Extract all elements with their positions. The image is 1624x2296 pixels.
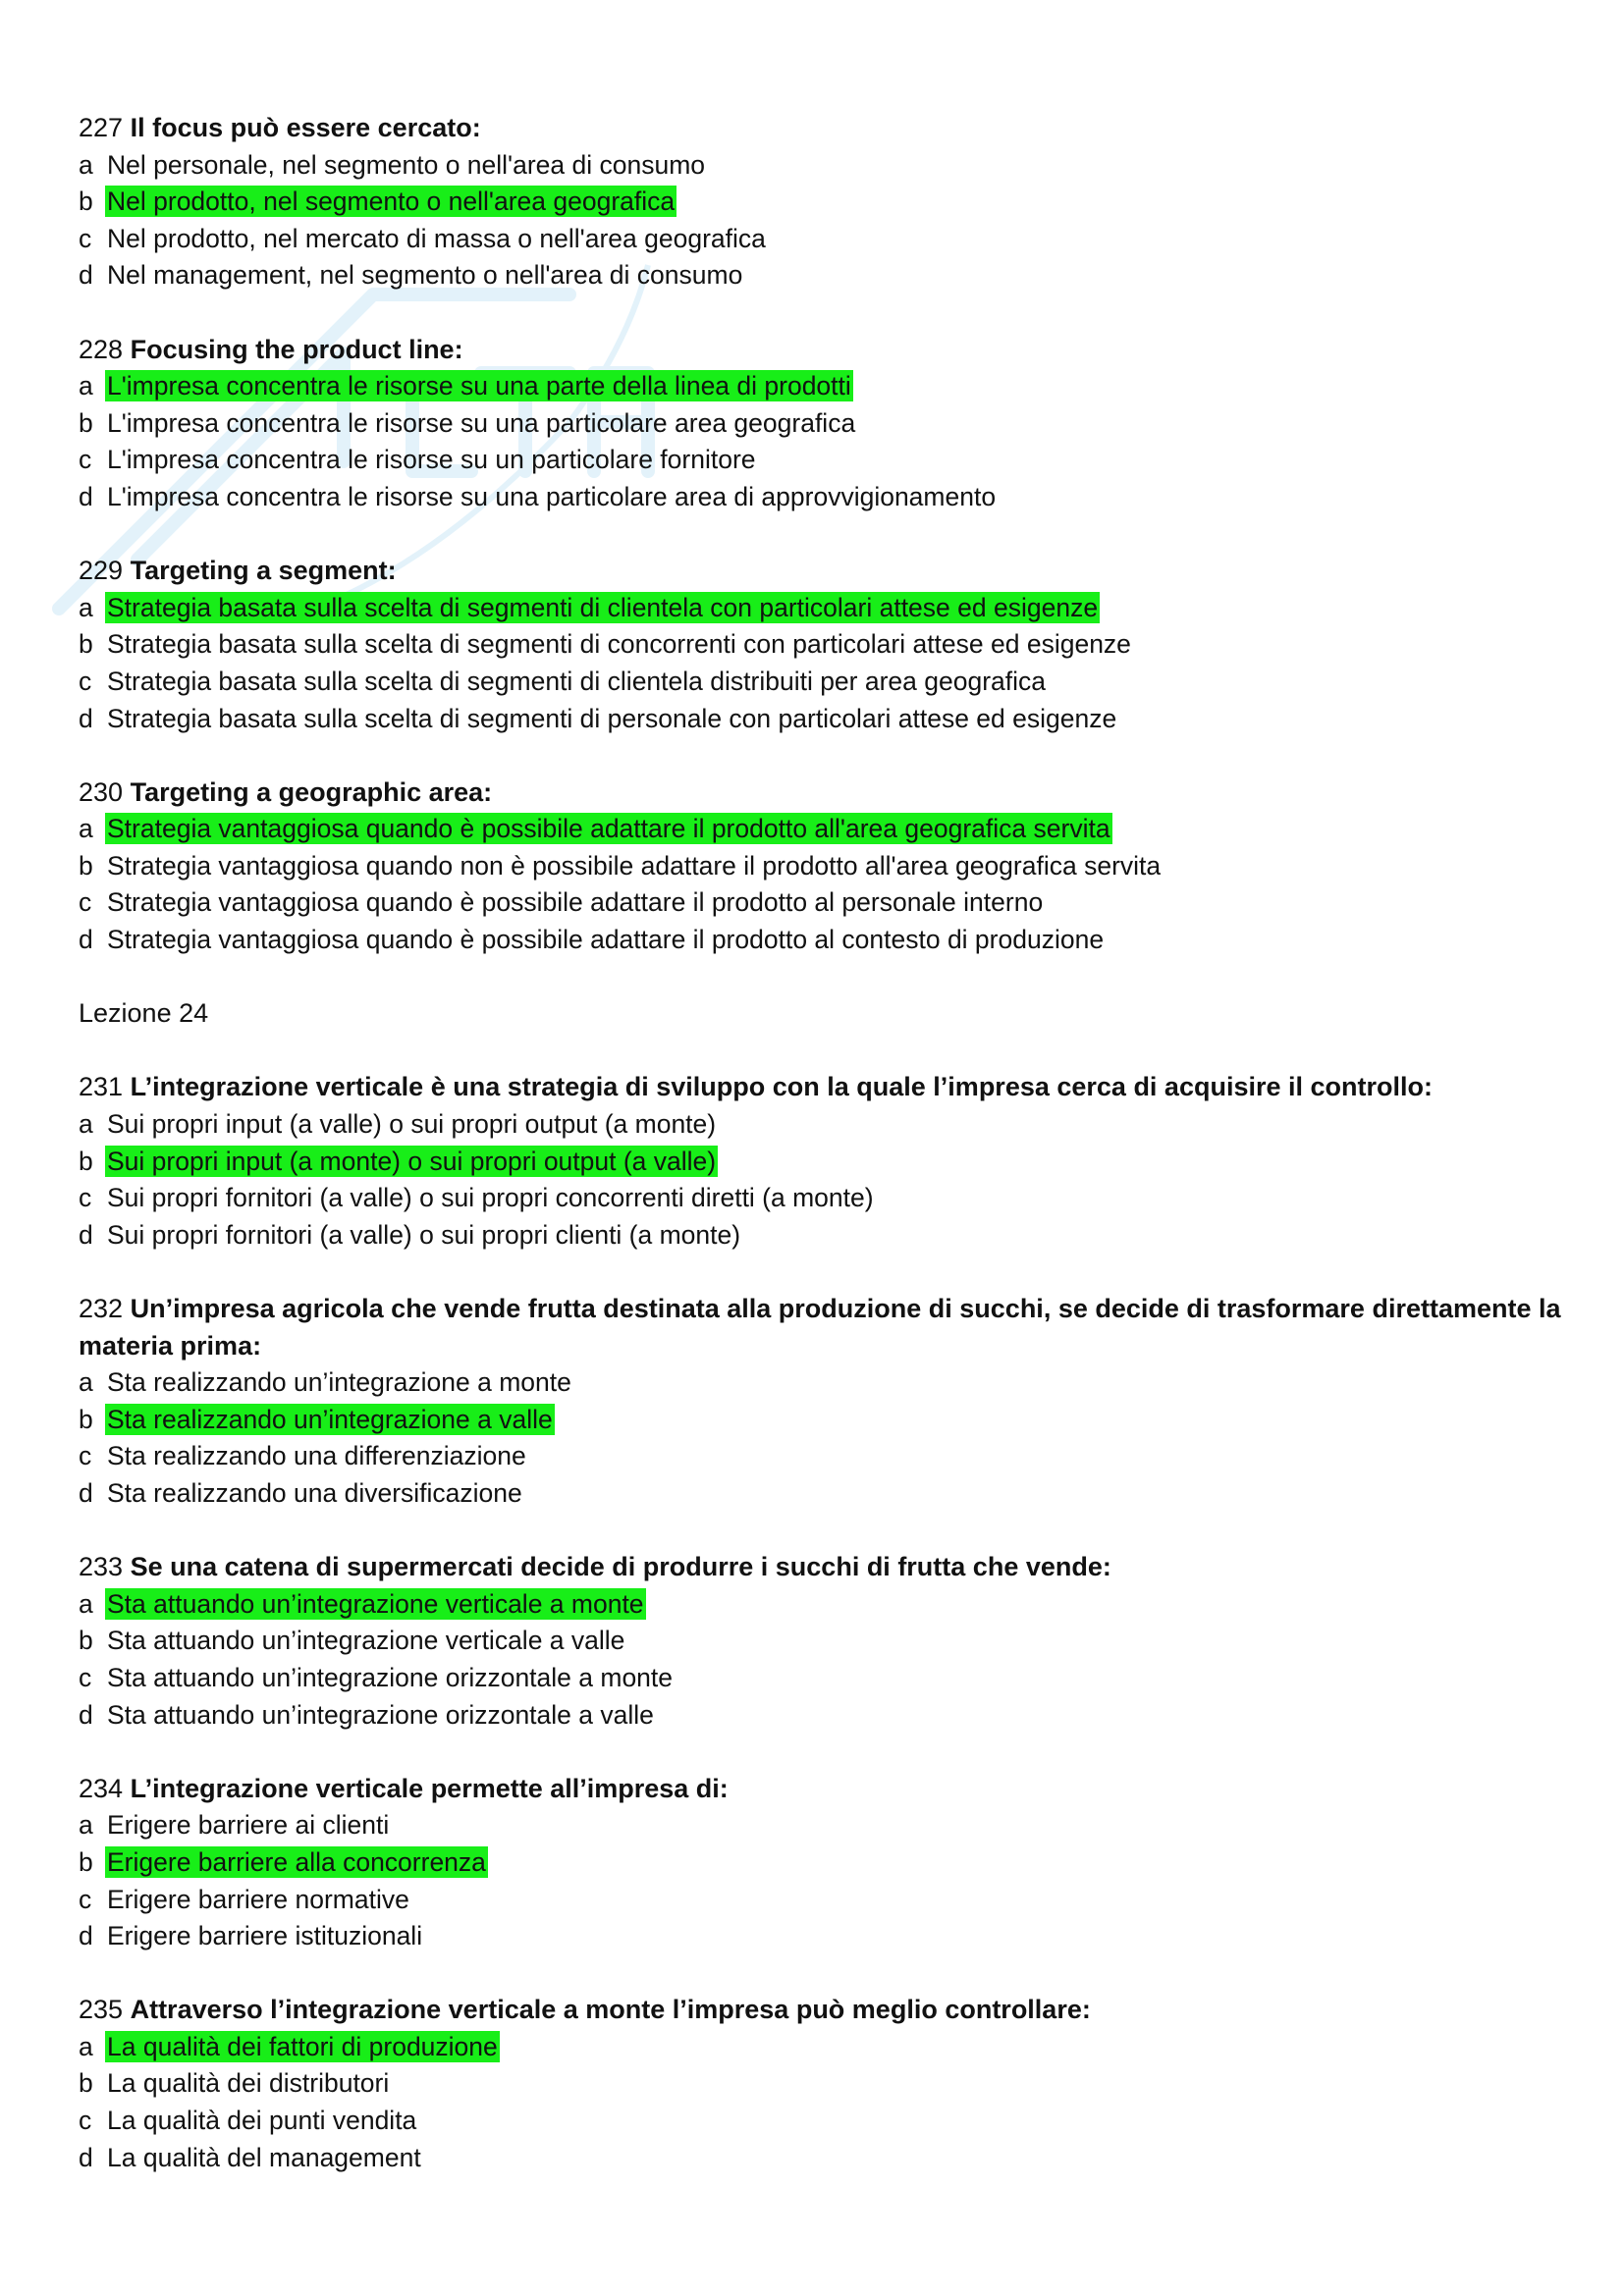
question-227 bbox=[79, 110, 1561, 294]
option-letter: b bbox=[79, 1404, 93, 1434]
question-number: 233 bbox=[79, 1552, 124, 1582]
option-letter: d bbox=[79, 1921, 93, 1951]
question-prompt: Focusing the product line: bbox=[130, 334, 463, 364]
answer-option-correct bbox=[79, 1402, 1561, 1439]
option-text: Sta attuando un’integrazione verticale a monte bbox=[107, 1588, 644, 1619]
option-text: Sta attuando un’integrazione orizzontale a valle bbox=[107, 1699, 654, 1730]
answer-option bbox=[79, 1697, 1561, 1735]
questions-part-1 bbox=[79, 110, 1561, 959]
question-prompt: L’integrazione verticale permette all’impresa di: bbox=[130, 1773, 729, 1803]
question-230 bbox=[79, 774, 1561, 959]
answer-option bbox=[79, 664, 1561, 701]
option-letter: a bbox=[79, 371, 93, 401]
option-text: L'impresa concentra le risorse su un particolare fornitore bbox=[107, 445, 756, 475]
option-letter: a bbox=[79, 2031, 93, 2061]
answer-option-correct bbox=[79, 1844, 1561, 1882]
answer-option bbox=[79, 922, 1561, 959]
question-233 bbox=[79, 1549, 1561, 1734]
question-number: 232 bbox=[79, 1294, 124, 1323]
option-text: Erigere barriere alla concorrenza bbox=[107, 1846, 486, 1877]
answer-option-correct bbox=[79, 184, 1561, 221]
option-text: L'impresa concentra le risorse su una particolare area geografica bbox=[107, 407, 856, 438]
option-letter: a bbox=[79, 1588, 93, 1619]
answer-option bbox=[79, 442, 1561, 479]
question-number: 231 bbox=[79, 1072, 124, 1102]
answer-option bbox=[79, 1438, 1561, 1475]
answer-option bbox=[79, 257, 1561, 294]
option-letter: b bbox=[79, 1626, 93, 1656]
question-234 bbox=[79, 1771, 1561, 1955]
option-text: La qualità dei punti vendita bbox=[107, 2106, 417, 2136]
question-number: 234 bbox=[79, 1773, 124, 1803]
question-prompt: Un’impresa agricola che vende frutta destinata alla produzione di succhi, se decide di trasformare direttamente la materia prima: bbox=[79, 1294, 1561, 1361]
option-text: Strategia vantaggiosa quando è possibile adattare il prodotto all'area geografica servita bbox=[107, 814, 1110, 844]
option-text: Strategia vantaggiosa quando non è possibile adattare il prodotto all'area geografica servita bbox=[107, 850, 1162, 881]
option-letter: a bbox=[79, 592, 93, 622]
option-text: Sui propri fornitori (a valle) o sui propri clienti (a monte) bbox=[107, 1219, 741, 1250]
option-letter: c bbox=[79, 2106, 92, 2136]
lesson-heading: Lezione 24 bbox=[79, 998, 209, 1029]
option-letter: c bbox=[79, 666, 92, 696]
option-letter: d bbox=[79, 1219, 93, 1250]
option-text: La qualità del management bbox=[107, 2142, 421, 2172]
option-letter: b bbox=[79, 2068, 93, 2099]
option-letter: b bbox=[79, 850, 93, 881]
question-number: 227 bbox=[79, 113, 124, 142]
answer-option bbox=[79, 147, 1561, 185]
answer-option bbox=[79, 1106, 1561, 1144]
question-text bbox=[79, 110, 1561, 147]
answer-option bbox=[79, 1623, 1561, 1660]
option-letter: a bbox=[79, 814, 93, 844]
option-text: Sta realizzando un’integrazione a valle bbox=[107, 1404, 553, 1434]
option-text: La qualità dei distributori bbox=[107, 2068, 390, 2099]
option-text: Nel management, nel segmento o nell'area di consumo bbox=[107, 260, 743, 291]
answer-option bbox=[79, 2103, 1561, 2140]
question-prompt: L’integrazione verticale è una strategia di sviluppo con la quale l’impresa cerca di acquisire il controllo: bbox=[130, 1072, 1433, 1102]
option-letter: b bbox=[79, 187, 93, 217]
option-text: Strategia vantaggiosa quando è possibile adattare il prodotto al contesto di produzione bbox=[107, 925, 1105, 955]
option-letter: c bbox=[79, 1884, 92, 1914]
answer-option bbox=[79, 2065, 1561, 2103]
question-text bbox=[79, 1291, 1561, 1364]
option-text: Nel prodotto, nel mercato di massa o nell'area geografica bbox=[107, 223, 766, 253]
option-text: Erigere barriere istituzionali bbox=[107, 1921, 423, 1951]
answer-option bbox=[79, 479, 1561, 516]
answer-option bbox=[79, 1660, 1561, 1697]
document-page bbox=[79, 110, 1561, 2214]
answer-option bbox=[79, 884, 1561, 922]
option-letter: a bbox=[79, 149, 93, 180]
question-prompt: Il focus può essere cercato: bbox=[130, 113, 481, 142]
answer-option-correct bbox=[79, 811, 1561, 848]
option-text: Sui propri fornitori (a valle) o sui propri concorrenti diretti (a monte) bbox=[107, 1183, 874, 1213]
answer-option-correct bbox=[79, 1144, 1561, 1181]
option-text: Sta attuando un’integrazione orizzontale a monte bbox=[107, 1662, 674, 1692]
option-text: L'impresa concentra le risorse su una parte della linea di prodotti bbox=[107, 371, 851, 401]
question-prompt: Targeting a geographic area: bbox=[130, 776, 493, 807]
option-letter: d bbox=[79, 925, 93, 955]
question-text bbox=[79, 1069, 1561, 1106]
question-231 bbox=[79, 1069, 1561, 1254]
question-prompt: Se una catena di supermercati decide di produrre i succhi di frutta che vende: bbox=[130, 1552, 1111, 1582]
option-letter: d bbox=[79, 481, 93, 511]
option-text: Sta realizzando una diversificazione bbox=[107, 1477, 522, 1508]
option-letter: c bbox=[79, 445, 92, 475]
option-letter: c bbox=[79, 887, 92, 918]
question-prompt: Targeting a segment: bbox=[130, 556, 397, 586]
option-letter: c bbox=[79, 223, 92, 253]
option-letter: a bbox=[79, 1367, 93, 1398]
answer-option bbox=[79, 2140, 1561, 2177]
option-text: Strategia basata sulla scelta di segmenti di concorrenti con particolari attese ed esigenze bbox=[107, 629, 1131, 660]
question-229 bbox=[79, 553, 1561, 737]
answer-option bbox=[79, 1475, 1561, 1513]
question-text bbox=[79, 774, 1561, 812]
answer-option bbox=[79, 1882, 1561, 1919]
option-text: La qualità dei fattori di produzione bbox=[107, 2031, 498, 2061]
option-text: Nel personale, nel segmento o nell'area di consumo bbox=[107, 149, 706, 180]
option-text: Strategia basata sulla scelta di segmenti di personale con particolari attese ed esigenze bbox=[107, 703, 1117, 733]
option-letter: c bbox=[79, 1183, 92, 1213]
option-text: Sta realizzando un’integrazione a monte bbox=[107, 1367, 571, 1398]
option-letter: c bbox=[79, 1662, 92, 1692]
option-letter: b bbox=[79, 1146, 93, 1176]
question-number: 228 bbox=[79, 334, 124, 364]
answer-option bbox=[79, 1217, 1561, 1255]
question-number: 230 bbox=[79, 776, 124, 807]
question-228 bbox=[79, 332, 1561, 516]
answer-option-correct bbox=[79, 2029, 1561, 2066]
option-text: Sta attuando un’integrazione verticale a valle bbox=[107, 1626, 625, 1656]
option-text: Sui propri input (a monte) o sui propri output (a valle) bbox=[107, 1146, 717, 1176]
option-letter: b bbox=[79, 407, 93, 438]
answer-option bbox=[79, 848, 1561, 885]
answer-option-correct bbox=[79, 368, 1561, 405]
answer-option bbox=[79, 405, 1561, 443]
option-letter: a bbox=[79, 1109, 93, 1140]
question-text bbox=[79, 1771, 1561, 1808]
option-letter: a bbox=[79, 1810, 93, 1841]
question-text bbox=[79, 1549, 1561, 1586]
option-letter: b bbox=[79, 629, 93, 660]
option-text: Erigere barriere ai clienti bbox=[107, 1810, 390, 1841]
question-232 bbox=[79, 1291, 1561, 1513]
question-235 bbox=[79, 1992, 1561, 2176]
answer-option bbox=[79, 1180, 1561, 1217]
option-letter: d bbox=[79, 703, 93, 733]
question-number: 235 bbox=[79, 1995, 124, 2025]
option-text: Strategia basata sulla scelta di segmenti di clientela con particolari attese ed esigenze bbox=[107, 592, 1099, 622]
answer-option bbox=[79, 1807, 1561, 1844]
option-text: Nel prodotto, nel segmento o nell'area geografica bbox=[107, 187, 676, 217]
option-text: Strategia vantaggiosa quando è possibile adattare il prodotto al personale interno bbox=[107, 887, 1044, 918]
option-letter: d bbox=[79, 1699, 93, 1730]
option-letter: d bbox=[79, 1477, 93, 1508]
answer-option bbox=[79, 1918, 1561, 1955]
option-letter: d bbox=[79, 260, 93, 291]
question-number: 229 bbox=[79, 556, 124, 586]
answer-option bbox=[79, 626, 1561, 664]
option-text: L'impresa concentra le risorse su una particolare area di approvvigionamento bbox=[107, 481, 997, 511]
questions-part-2 bbox=[79, 1069, 1561, 2176]
option-text: Sui propri input (a valle) o sui propri output (a monte) bbox=[107, 1109, 717, 1140]
question-prompt: Attraverso l’integrazione verticale a monte l’impresa può meglio controllare: bbox=[130, 1995, 1091, 2025]
question-text bbox=[79, 553, 1561, 590]
option-text: Strategia basata sulla scelta di segmenti di clientela distribuiti per area geografica bbox=[107, 666, 1047, 696]
answer-option-correct bbox=[79, 1586, 1561, 1624]
option-letter: b bbox=[79, 1846, 93, 1877]
question-text bbox=[79, 1992, 1561, 2029]
option-letter: d bbox=[79, 2142, 93, 2172]
option-text: Erigere barriere normative bbox=[107, 1884, 409, 1914]
answer-option bbox=[79, 701, 1561, 738]
option-text: Sta realizzando una differenziazione bbox=[107, 1441, 526, 1471]
answer-option-correct bbox=[79, 590, 1561, 627]
option-letter: c bbox=[79, 1441, 92, 1471]
answer-option bbox=[79, 221, 1561, 258]
question-text bbox=[79, 332, 1561, 369]
answer-option bbox=[79, 1364, 1561, 1402]
